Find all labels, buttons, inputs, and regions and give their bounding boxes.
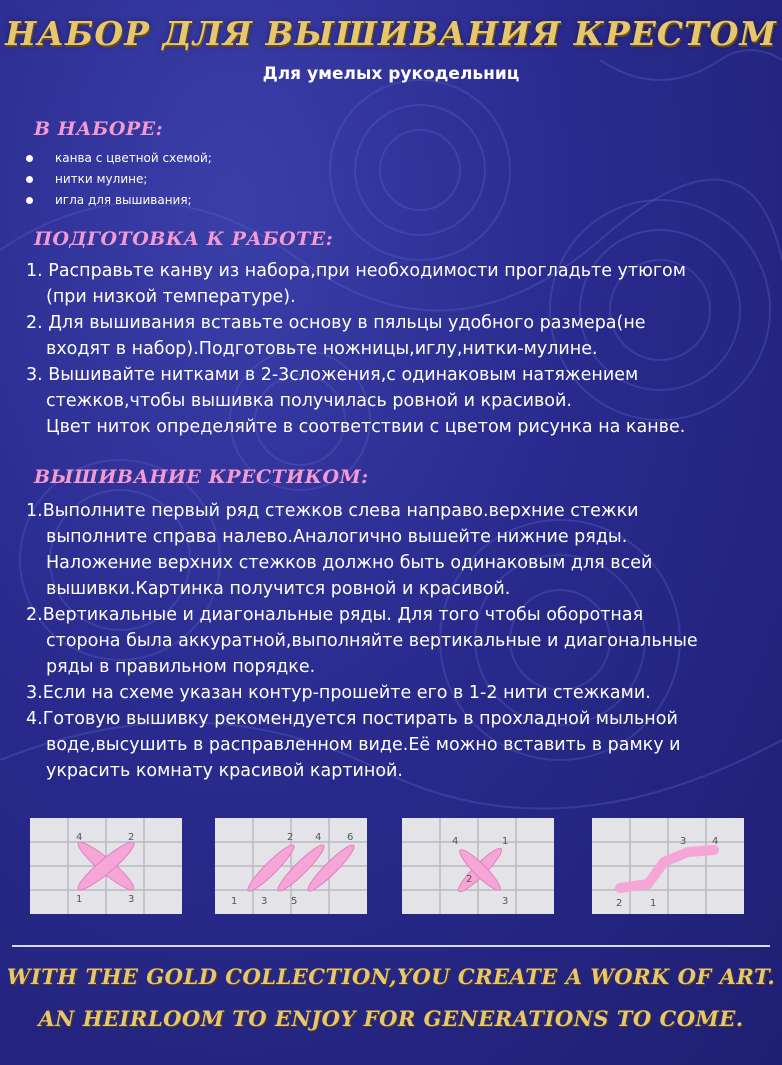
diagram-label: 2 <box>287 832 294 843</box>
diagram-label: 1 <box>231 896 238 907</box>
step-line: вышивки.Картинка получится ровной и красивой. <box>46 579 511 599</box>
stitch-diagram-2 <box>215 818 367 914</box>
diagram-label: 3 <box>261 896 268 907</box>
step-line: 3.Если на схеме указан контур-прошейте его в 1-2 нити стежками. <box>26 683 651 703</box>
diagram-label: 4 <box>315 832 322 843</box>
diagram-label: 5 <box>291 896 298 907</box>
step-line: Наложение верхних стежков должно быть одинаковым для всей <box>46 553 653 573</box>
bullet-icon <box>26 176 33 183</box>
list-item: игла для вышивания; <box>26 190 212 211</box>
prep-steps <box>26 258 766 440</box>
prep-heading: ПОДГОТОВКА К РАБОТЕ: <box>34 228 334 250</box>
diagram-label: 4 <box>712 836 719 847</box>
diagram-label: 4 <box>76 832 83 843</box>
step-line: воде,высушить в расправленном виде.Её можно вставить в рамку и <box>46 735 681 755</box>
cross-steps <box>26 498 766 784</box>
kit-heading: В НАБОРЕ: <box>34 118 164 140</box>
stitch-diagram-1 <box>30 818 182 914</box>
step-line: 1. Расправьте канву из набора,при необходимости прогладьте утюгом <box>26 261 686 281</box>
diagram-label: 2 <box>616 898 623 909</box>
diagram-label: 4 <box>452 836 459 847</box>
step-line: 4.Готовую вышивку рекомендуется постирать в прохладной мыльной <box>26 709 678 729</box>
step-line: 1.Выполните первый ряд стежков слева направо.верхние стежки <box>26 501 639 521</box>
diagram-label: 3 <box>502 896 509 907</box>
footer-line-2: AN HEIRLOOM TO ENJOY FOR GENERATIONS TO COME. <box>38 1006 744 1031</box>
cross-heading: ВЫШИВАНИЕ КРЕСТИКОМ: <box>34 466 369 488</box>
step-line: украсить комнату красивой картиной. <box>46 761 403 781</box>
diagram-label: 2 <box>128 832 135 843</box>
stitch-diagram-3 <box>402 818 554 914</box>
step-line: входят в набор).Подготовьте ножницы,иглу,нитки-мулине. <box>46 339 598 359</box>
footer-divider <box>12 945 770 947</box>
list-item: нитки мулине; <box>26 169 212 190</box>
list-item: канва с цветной схемой; <box>26 148 212 169</box>
page-title: НАБОР ДЛЯ ВЫШИВАНИЯ КРЕСТОМ <box>5 14 777 53</box>
page-subtitle: Для умелых рукодельниц <box>262 64 520 84</box>
diagram-label: 2 <box>466 874 473 885</box>
diagram-label: 3 <box>680 836 687 847</box>
step-line: стежков,чтобы вышивка получилась ровной и красивой. <box>46 391 572 411</box>
diagram-label: 1 <box>650 898 657 909</box>
diagram-label: 1 <box>502 836 509 847</box>
step-line: 2. Для вышивания вставьте основу в пяльцы удобного размера(не <box>26 313 646 333</box>
bullet-icon <box>26 197 33 204</box>
step-line: 3. Вышивайте нитками в 2-3сложения,с одинаковым натяжением <box>26 365 639 385</box>
kit-list <box>26 148 212 211</box>
footer-line-1: WITH THE GOLD COLLECTION,YOU CREATE A WORK OF ART. <box>6 964 776 989</box>
diagram-label: 1 <box>76 894 83 905</box>
bullet-icon <box>26 155 33 162</box>
diagram-label: 3 <box>128 894 135 905</box>
step-line: (при низкой температуре). <box>46 287 296 307</box>
step-line: выполните справа налево.Аналогично вышейте нижние ряды. <box>46 527 628 547</box>
step-line: ряды в правильном порядке. <box>46 657 316 677</box>
step-line: 2.Вертикальные и диагональные ряды. Для того чтобы оборотная <box>26 605 644 625</box>
step-line: сторона была аккуратной,выполняйте вертикальные и диагональные <box>46 631 698 651</box>
step-line: Цвет ниток определяйте в соответствии с цветом рисунка на канве. <box>46 417 686 437</box>
stitch-diagram-4 <box>592 818 744 914</box>
diagram-label: 6 <box>347 832 354 843</box>
